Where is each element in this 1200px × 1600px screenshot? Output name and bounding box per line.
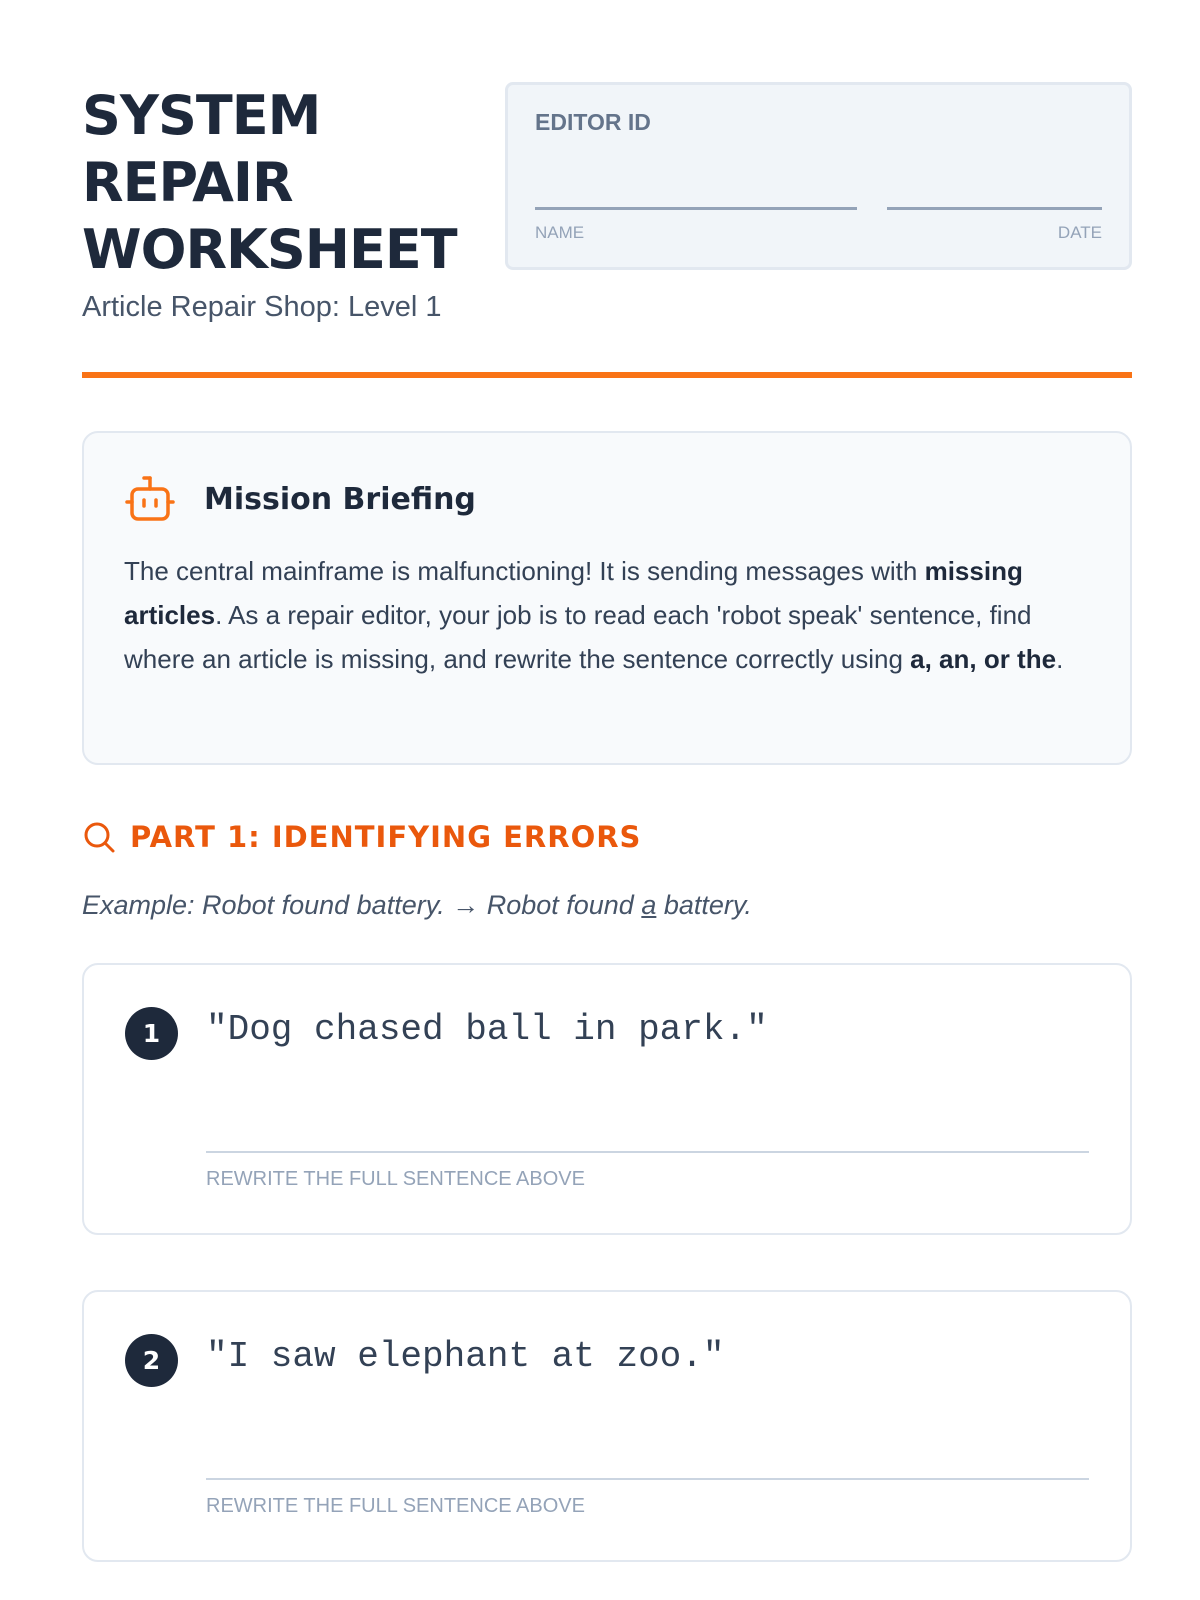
example-before: Example: Robot found battery. → Robot found: [82, 890, 642, 920]
worksheet-page: [82, 82, 1132, 1562]
editor-fields: [535, 207, 1102, 210]
search-icon: [82, 820, 116, 854]
example-after: battery.: [656, 890, 752, 920]
answer-line[interactable]: [206, 1478, 1089, 1480]
name-field[interactable]: [535, 207, 857, 210]
answer-line[interactable]: [206, 1151, 1089, 1153]
editor-id-box: [505, 82, 1132, 270]
worksheet-title: SYSTEM REPAIR WORKSHEET: [82, 84, 457, 281]
date-field[interactable]: [887, 207, 1102, 210]
editor-id-label: EDITOR ID: [535, 109, 651, 135]
mission-briefing-card: [82, 431, 1132, 765]
editor-field-labels: [535, 223, 1102, 243]
name-label: NAME: [535, 223, 585, 242]
briefing-emphasis: missing articles: [124, 556, 1023, 630]
header-divider: [82, 372, 1132, 378]
briefing-text: [124, 549, 1090, 681]
briefing-text-part: The central mainframe is malfunctioning! It is sending messages with: [124, 556, 925, 586]
date-label: DATE: [1057, 223, 1102, 242]
briefing-text-part: .: [1056, 644, 1064, 674]
question-number-badge: 1: [125, 1007, 178, 1060]
answer-hint: REWRITE THE FULL SENTENCE ABOVE: [206, 1495, 585, 1517]
briefing-header: [124, 475, 1090, 523]
question-number-badge: 2: [125, 1334, 178, 1387]
title-block: [82, 82, 482, 324]
worksheet-subtitle: Article Repair Shop: Level 1: [82, 291, 442, 323]
briefing-emphasis: a, an, or the: [910, 644, 1057, 674]
example-text: [82, 890, 1132, 921]
question-card: [82, 963, 1132, 1235]
question-sentence: "Dog chased ball in park.": [206, 1009, 768, 1050]
worksheet-header: [82, 82, 1132, 324]
part-1-title: PART 1: IDENTIFYING ERRORS: [130, 820, 642, 854]
robot-icon: [124, 475, 176, 523]
briefing-text-part: . As a repair editor, your job is to read each 'robot speak' sentence, find where an article is missing, and rewrite the sentence correctly using: [124, 600, 1032, 674]
question-card: [82, 1290, 1132, 1562]
briefing-title: Mission Briefing: [204, 481, 476, 517]
answer-hint: REWRITE THE FULL SENTENCE ABOVE: [206, 1168, 585, 1190]
example-article: a: [641, 890, 657, 920]
question-sentence: "I saw elephant at zoo.": [206, 1336, 725, 1377]
part-1-header: [82, 820, 1132, 854]
